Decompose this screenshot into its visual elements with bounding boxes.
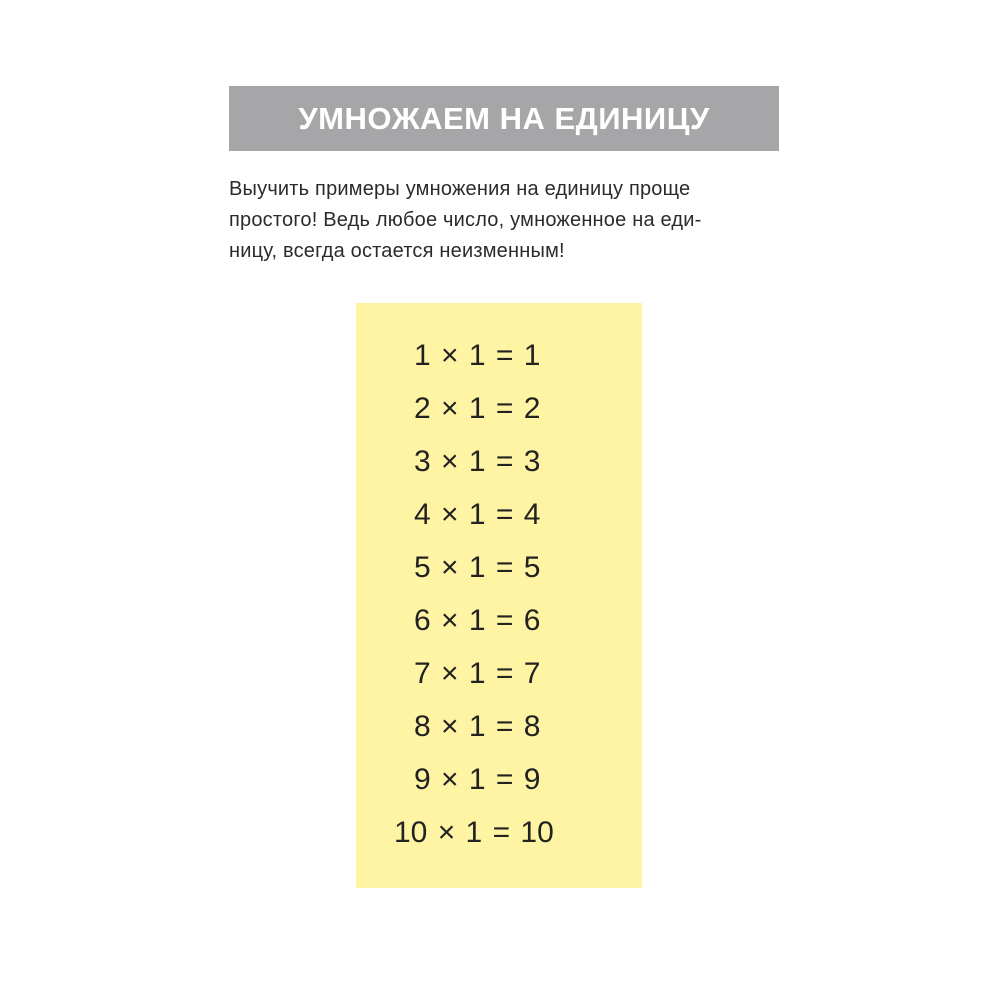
intro-paragraph: [229, 174, 789, 267]
page-title: УМНОЖАЕМ НА ЕДИНИЦУ: [298, 100, 710, 136]
table-row: 9 × 1 = 9: [414, 763, 541, 796]
multiplication-table: [356, 329, 642, 859]
title-banner: [229, 86, 779, 151]
intro-line: ницу, всегда остается неизменным!: [229, 240, 565, 262]
table-row: 3 × 1 = 3: [414, 445, 541, 478]
intro-line: простого! Ведь любое число, умноженное на еди-: [229, 209, 702, 231]
table-row: 8 × 1 = 8: [414, 710, 541, 743]
table-row: 1 × 1 = 1: [414, 339, 541, 372]
table-row: 4 × 1 = 4: [414, 498, 541, 531]
intro-line: Выучить примеры умножения на единицу проще: [229, 178, 691, 200]
table-row: 5 × 1 = 5: [414, 551, 541, 584]
table-row: 2 × 1 = 2: [414, 392, 541, 425]
table-row: 7 × 1 = 7: [414, 657, 541, 690]
multiplication-table-box: [356, 303, 642, 888]
table-row: 10 × 1 = 10: [394, 816, 554, 849]
table-row: 6 × 1 = 6: [414, 604, 541, 637]
